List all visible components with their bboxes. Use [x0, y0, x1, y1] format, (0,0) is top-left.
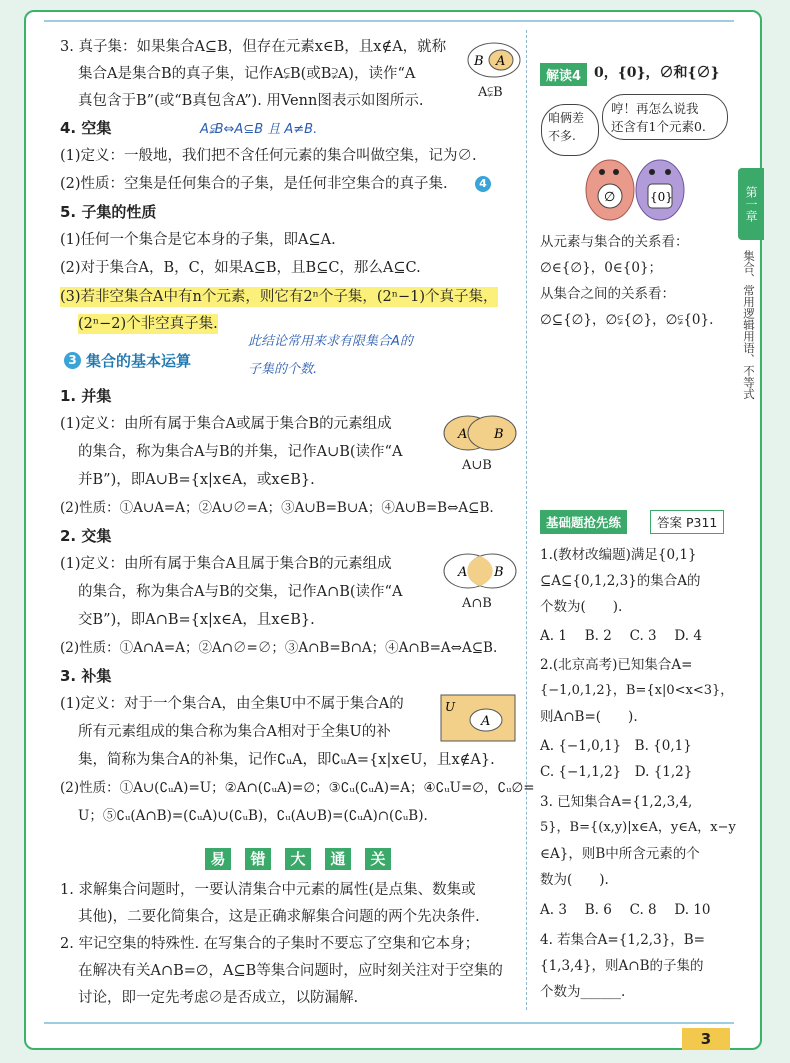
char-left-label: ∅: [604, 190, 616, 205]
interpretation-title: 0，{0}，∅和{∅}: [594, 65, 720, 81]
heading-intersection: 2. 交集: [60, 527, 112, 545]
q2-line1: 2.(北京高考)已知集合A=: [540, 657, 693, 673]
relation-line-1: 从元素与集合的关系看：: [540, 234, 689, 250]
union-definition-line2: 的集合，称为集合A与B的并集，记作A∪B(读作“A: [78, 444, 403, 460]
complement-properties-line1: (2)性质：①A∪(∁ᵤA)=U；②A∩(∁ᵤA)=∅；③∁ᵤ(∁ᵤA)=A；④∁ᵤU=∅，∁ᵤ∅=: [60, 780, 535, 796]
venn-intersection: [440, 550, 520, 592]
complement-definition-line3: 集，简称为集合A的补集，记作∁ᵤA，即∁ᵤA={x|x∈U，且x∉A}.: [78, 752, 495, 768]
intersection-definition-line3: 交B”)，即A∩B={x|x∈A，且x∈B}.: [78, 612, 315, 628]
q4-line3: 个数为______.: [540, 984, 626, 1000]
venn-intersection-label-b: B: [494, 565, 504, 580]
venn-union-label-a: A: [458, 427, 468, 442]
venn-caption-union: A∪B: [462, 458, 492, 473]
complement-definition-line1: (1)定义：对于一个集合A，由全集U中不属于集合A的: [60, 696, 404, 712]
top-rule: [44, 20, 734, 22]
pitfall-1-line1: 1. 求解集合问题时，一要认清集合中元素的属性(是点集、数集或: [60, 882, 476, 898]
pitfall-2-line3: 讨论，即一定先考虑∅是否成立，以防漏解.: [78, 990, 359, 1006]
union-definition-line1: (1)定义：由所有属于集合A或属于集合B的元素组成: [60, 416, 392, 432]
interpretation-badge: 解读4: [540, 63, 587, 86]
venn-union-label-b: B: [494, 427, 504, 442]
q1-options: A. 1 B. 2 C. 3 D. 4: [540, 628, 702, 644]
union-properties: (2)性质：①A∪A=A；②A∪∅=A；③A∪B=B∪A；④A∪B=B⇔A⊆B.: [60, 500, 494, 516]
pitfall-2-line1: 2. 牢记空集的特殊性. 在写集合的子集时不要忘了空集和它本身；: [60, 936, 480, 952]
subset-property-1: (1)任何一个集合是它本身的子集，即A⊆A.: [60, 232, 336, 248]
empty-set-property: (2)性质：空集是任何集合的子集，是任何非空集合的真子集.: [60, 176, 448, 192]
pitfall-char-1: 易: [205, 848, 231, 870]
venn-caption-intersection: A∩B: [462, 596, 492, 611]
cartoon-characters: [580, 146, 690, 222]
q2-line2: {−1,0,1,2}，B={x|0<x<3}，: [540, 683, 734, 698]
proper-subset-line2: 集合A是集合B的真子集，记作A⫋B(或B⫌A)，读作“A: [78, 66, 416, 82]
empty-set-definition: (1)定义：一般地，我们把不含任何元素的集合叫做空集，记为∅.: [60, 148, 477, 164]
speech-bubble-left: 咱俩差不多.: [541, 104, 599, 156]
section-title-basic-operations: 集合的基本运算: [86, 352, 192, 370]
venn-label-b: B: [474, 54, 484, 69]
venn-proper-subset: [466, 40, 522, 80]
subset-property-3-line2: (2ⁿ−2)个非空真子集.: [78, 316, 218, 332]
handwritten-note-proper-subset: A⫋B⇔A⊆B 且 A≠B.: [200, 122, 318, 137]
union-definition-line3: 并B”)，即A∪B={x|x∈A，或x∈B}.: [78, 472, 315, 488]
pitfall-char-3: 大: [285, 848, 311, 870]
chapter-title: 集合、常用逻辑用语、不等式: [742, 250, 756, 400]
complement-definition-line2: 所有元素组成的集合称为集合A相对于全集U的补: [78, 724, 391, 740]
q1-line2: ⊆A⊆{0,1,2,3}的集合A的: [540, 573, 701, 589]
pitfall-char-4: 通: [325, 848, 351, 870]
page-number: 3: [682, 1028, 730, 1050]
speech-bubble-right: [602, 94, 728, 140]
q3-options: A. 3 B. 6 C. 8 D. 10: [540, 902, 711, 918]
q4-line1: 4. 若集合A={1,2,3}，B=: [540, 932, 705, 948]
handwritten-note-count-line1: 此结论常用来求有限集合A的: [248, 334, 413, 349]
bottom-rule: [44, 1022, 734, 1024]
answer-reference: 答案 P311: [650, 510, 724, 534]
intersection-properties: (2)性质：①A∩A=A；②A∩∅=∅；③A∩B=B∩A；④A∩B=A⇔A⊆B.: [60, 640, 498, 656]
pitfall-1-line2: 其他)，二要化简集合，这是正确求解集合问题的两个先决条件.: [78, 909, 480, 925]
practice-badge: 基础题抢先练: [540, 510, 627, 534]
heading-empty-set: 4. 空集: [60, 119, 112, 137]
proper-subset-line1: 3. 真子集：如果集合A⊆B，但存在元素x∈B，且x∉A，就称: [60, 39, 447, 55]
q3-line1: 3. 已知集合A={1,2,3,4,: [540, 794, 693, 810]
handwritten-note-count-line2: 子集的个数.: [248, 362, 318, 377]
subset-property-2: (2)对于集合A，B，C，如果A⊆B，且B⊆C，那么A⊆C.: [60, 260, 421, 276]
pitfall-banner: [205, 848, 391, 870]
speech-bubble-right-line2: 还含有1个元素0.: [611, 119, 706, 134]
venn-complement-label-u: U: [445, 700, 456, 714]
q1-line3: 个数为( ).: [540, 599, 623, 615]
char-right-label: {0}: [650, 190, 673, 204]
heading-union: 1. 并集: [60, 387, 112, 405]
pitfall-2-line2: 在解决有关A∩B=∅，A⊆B等集合问题时，应时刻关注对于空集的: [78, 963, 503, 979]
q2-options-2: C. {−1,1,2} D. {1,2}: [540, 764, 693, 780]
venn-complement-label-a: A: [481, 714, 491, 729]
pitfall-char-5: 关: [365, 848, 391, 870]
q3-line4: 数为( ).: [540, 872, 609, 888]
q2-line3: 则A∩B=( ).: [540, 709, 638, 725]
venn-union: [440, 412, 520, 454]
q3-line3: ∈A}，则B中所含元素的个: [540, 846, 700, 862]
heading-subset-properties: 5. 子集的性质: [60, 203, 157, 221]
intersection-definition-line1: (1)定义：由所有属于集合A且属于集合B的元素组成: [60, 556, 392, 572]
relation-line-4: ∅⊆{∅}，∅⫋{∅}，∅⫋{0}.: [540, 312, 714, 328]
venn-intersection-label-a: A: [458, 565, 468, 580]
section-number-badge: 3: [64, 352, 81, 369]
venn-complement: [440, 694, 516, 742]
speech-bubble-right-line1: 哼！再怎么说我: [611, 101, 699, 116]
proper-subset-line3: 真包含于B”(或“B真包含A”). 用Venn图表示如图所示.: [78, 93, 424, 109]
q2-options-1: A. {−1,0,1} B. {0,1}: [540, 738, 692, 754]
chapter-tab[interactable]: 第一章: [738, 168, 764, 240]
column-divider: [526, 30, 527, 1010]
note-ref-marker[interactable]: 4: [475, 176, 491, 192]
relation-line-2: ∅∈{∅}，0∈{0}；: [540, 260, 663, 276]
intersection-definition-line2: 的集合，称为集合A与B的交集，记作A∩B(读作“A: [78, 584, 403, 600]
venn-caption-proper-subset: A⫋B: [478, 85, 503, 100]
subset-property-3-line1: (3)若非空集合A中有n个元素，则它有2ⁿ个子集，(2ⁿ−1)个真子集，: [60, 289, 498, 305]
relation-line-3: 从集合之间的关系看：: [540, 286, 675, 302]
q1-line1: 1.(教材改编题)满足{0,1}: [540, 547, 697, 563]
q3-line2: 5}，B={(x,y)|x∈A，y∈A，x−y: [540, 820, 736, 835]
pitfall-char-2: 错: [245, 848, 271, 870]
complement-properties-line2: U；⑤∁ᵤ(A∩B)=(∁ᵤA)∪(∁ᵤB)，∁ᵤ(A∪B)=(∁ᵤA)∩(∁ᵤB).: [78, 808, 428, 824]
q4-line2: {1,3,4}，则A∩B的子集的: [540, 958, 704, 974]
venn-label-a: A: [496, 54, 506, 69]
heading-complement: 3. 补集: [60, 667, 112, 685]
